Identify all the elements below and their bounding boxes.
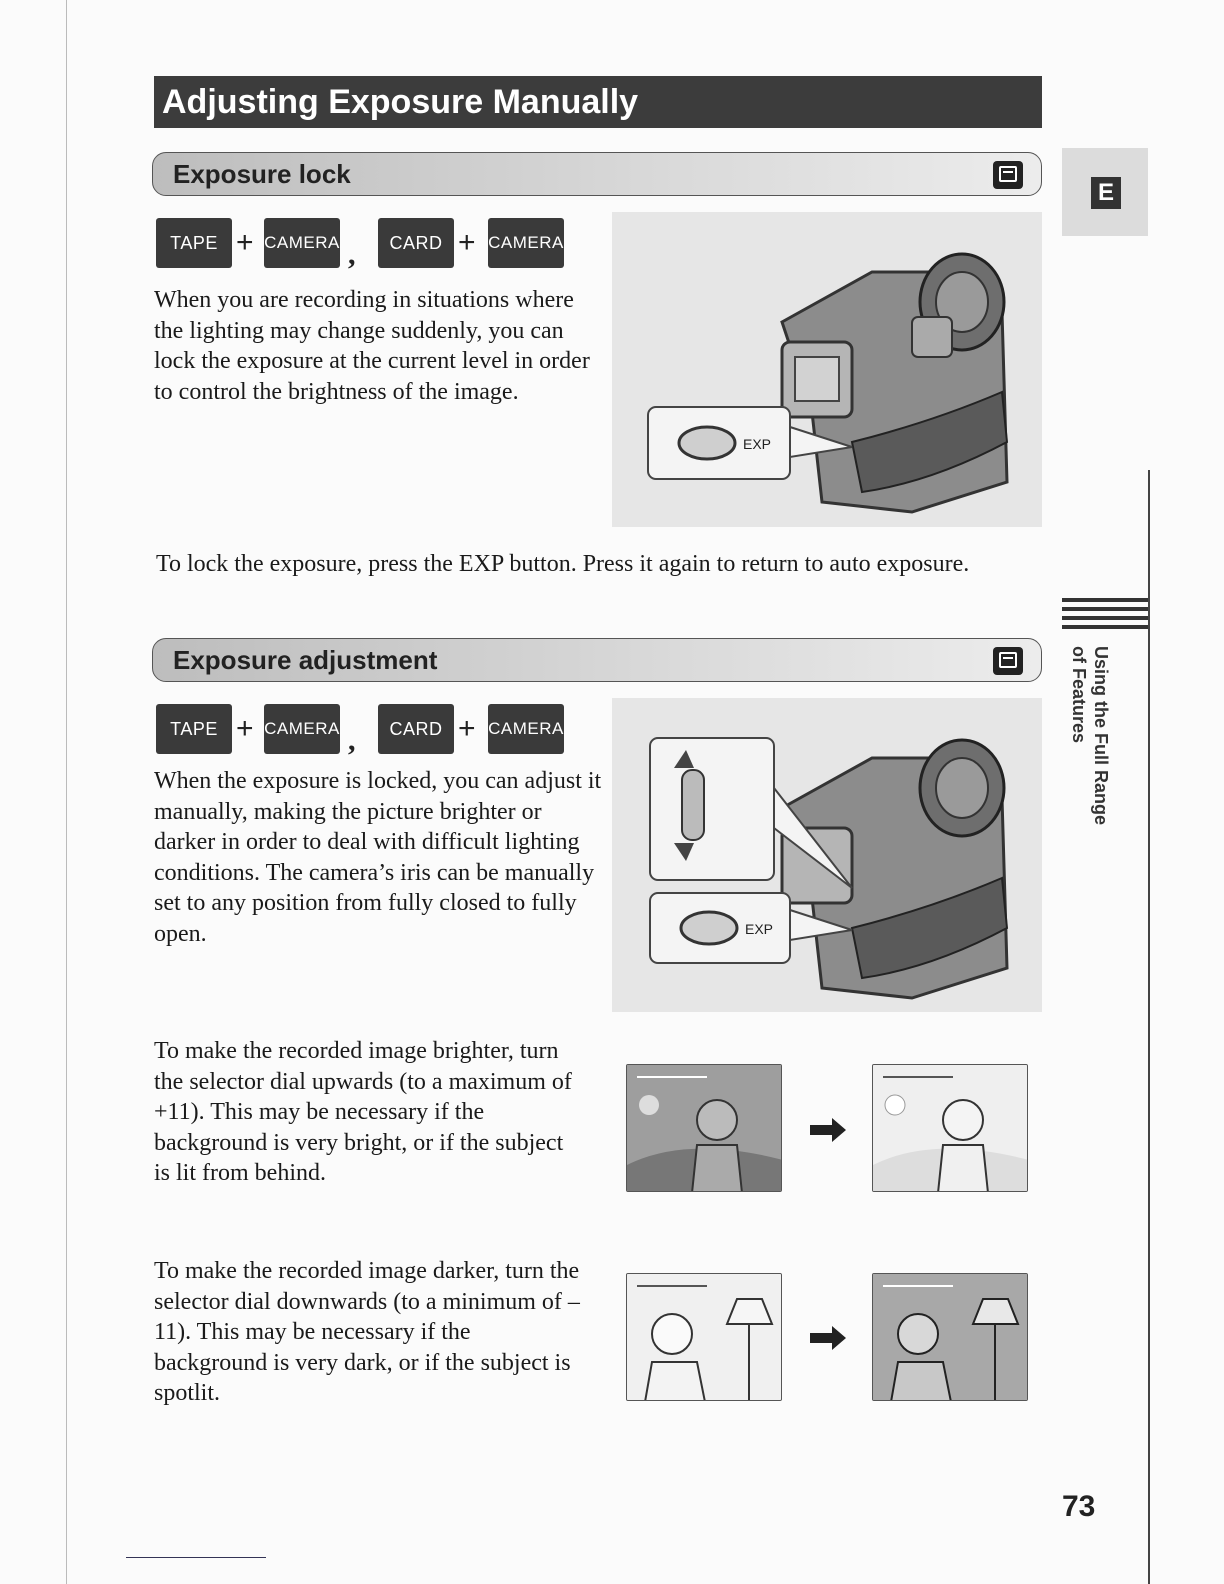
side-section-label-text: Using the Full Range of Features	[1069, 646, 1111, 826]
mode-badge-card: CARD	[378, 704, 454, 754]
plus-sign: +	[458, 712, 476, 745]
arrow-right-icon	[810, 1326, 846, 1350]
side-section-label	[1062, 646, 1112, 826]
mode-badge-tape: TAPE	[156, 704, 232, 754]
mode-badge-camera: CAMERA	[488, 218, 564, 268]
exposure-lock-description: When you are recording in situations where the lighting may change suddenly, you can lock the exposure at the current level in order to control the brightness of the image.	[154, 287, 590, 405]
plus-sign: +	[236, 712, 254, 745]
chapter-tab	[1062, 148, 1148, 236]
section-marker-lines	[1062, 598, 1148, 634]
mode-badge-camera: CAMERA	[264, 218, 340, 268]
viewfinder-after-darker	[872, 1273, 1028, 1401]
separator-comma: ,	[348, 724, 356, 757]
chapter-letter: E	[1091, 177, 1121, 209]
camcorder-illustration-dial	[612, 698, 1042, 1012]
mode-indicators	[156, 218, 576, 270]
page-title: Adjusting Exposure Manually	[154, 76, 1042, 128]
page-number: 73	[1062, 1490, 1096, 1523]
card-mode-icon	[993, 161, 1023, 189]
exposure-adjustment-description: When the exposure is locked, you can adjust it manually, making the picture brighter or darker in order to deal with difficult lighting conditions. The camera’s iris can be manually set to any position from fully closed to fully open.	[154, 768, 602, 947]
mode-badge-tape: TAPE	[156, 218, 232, 268]
plus-sign: +	[458, 226, 476, 259]
mode-badge-camera: CAMERA	[488, 704, 564, 754]
arrow-right-icon	[810, 1118, 846, 1142]
viewfinder-before-brighter	[626, 1064, 782, 1192]
page-right-rule	[1148, 470, 1150, 1584]
mode-badge-camera: CAMERA	[264, 704, 340, 754]
separator-comma: ,	[348, 238, 356, 271]
viewfinder-after-brighter	[872, 1064, 1028, 1192]
darker-instruction: To make the recorded image darker, turn the selector dial downwards (to a minimum of –11). This may be necessary if the background is very dark, or if the subject is spotlit.	[154, 1258, 580, 1406]
section-header-exposure-lock	[152, 152, 1042, 196]
exp-callout-label: EXP	[745, 921, 774, 937]
mode-badge-card: CARD	[378, 218, 454, 268]
page-edge-line	[66, 0, 67, 1584]
section-title: Exposure lock	[173, 159, 351, 189]
mode-indicators	[156, 704, 576, 756]
viewfinder-before-darker	[626, 1273, 782, 1401]
exp-callout-label: EXP	[743, 436, 772, 452]
camcorder-illustration-exp	[612, 212, 1042, 527]
brighter-instruction: To make the recorded image brighter, turn the selector dial upwards (to a maximum of +11). This may be necessary if the background is very bright, or if the subject is lit from behind.	[154, 1038, 572, 1186]
exposure-lock-instruction: To lock the exposure, press the EXP button. Press it again to return to auto exposure.	[156, 551, 970, 577]
section-title: Exposure adjustment	[173, 645, 438, 675]
plus-sign: +	[236, 226, 254, 259]
section-header-exposure-adjustment	[152, 638, 1042, 682]
card-mode-icon	[993, 647, 1023, 675]
footer-rule	[126, 1557, 266, 1558]
